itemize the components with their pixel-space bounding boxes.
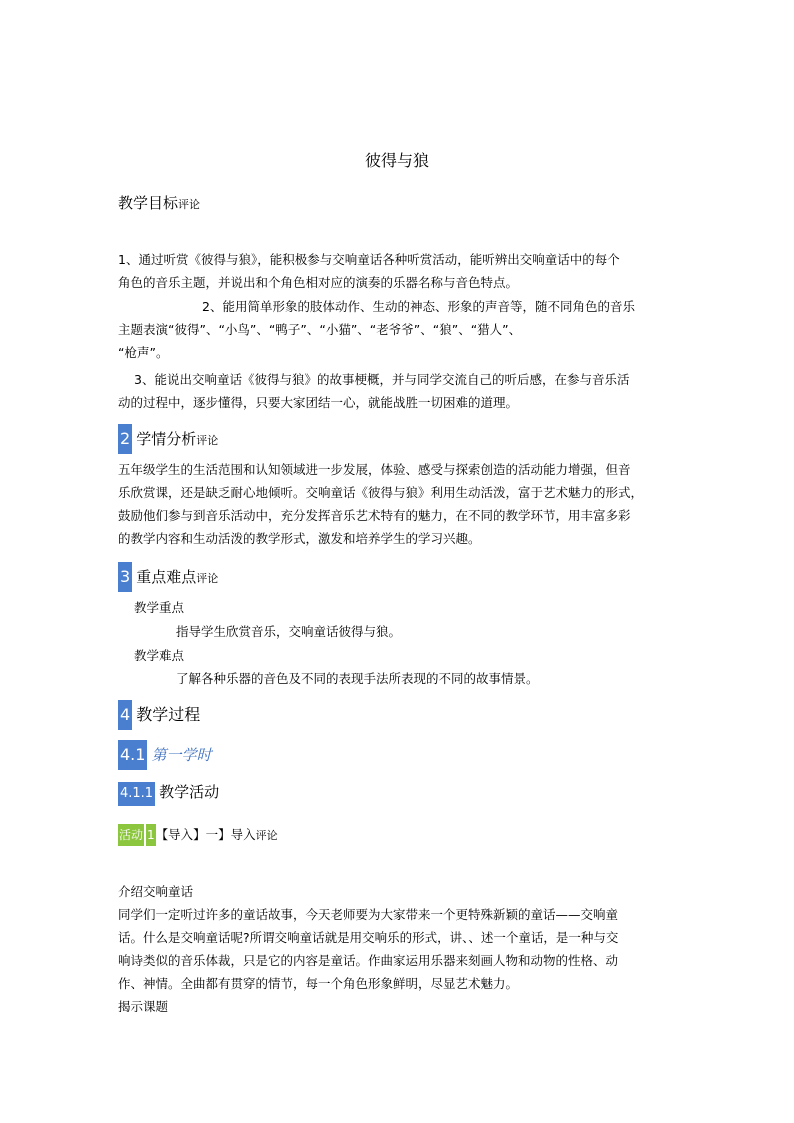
section-2-number: 2 [118,424,132,454]
section-4-1-title: 第一学时 [151,746,212,764]
section-4-title: 教学过程 [136,705,201,724]
intro-line-3: 响诗类似的音乐体裁，只是它的内容是童话。作曲家运用乐器来刻画人物和动物的性格、动 [118,953,619,968]
section-2-line-2: 乐欣赏课，还是缺乏耐心地倾听。交响童话《彼得与狼》利用生动活泼，富于艺术魅力的形式， [118,485,644,500]
intro-line-1: 同学们一定听过许多的童话故事，今天老师要为大家带来一个更特殊新颖的童话——交响童 [118,907,619,922]
key-points-text: 指导学生欣赏音乐，交响童话彼得与狼。 [176,624,402,639]
activity-1-heading [118,824,278,846]
objective-1 [118,248,620,294]
objective-3-line-b: 动的过程中，逐步懂得，只要大家团结一心，就能战胜一切困难的道理。 [118,395,519,410]
intro-line-4: 作、神情。全曲都有贯穿的情节，每一个角色形象鲜明，尽显艺术魅力。 [118,976,519,991]
section-2-line-1: 五年级学生的生活范围和认知领域进一步发展，体验、感受与探索创造的活动能力增强，但音 [118,462,631,477]
section-2-body [118,458,643,550]
activity-title: 【导入】一】导入 [155,827,256,842]
activity-tag: 活动 [118,824,144,846]
intro-body [118,880,618,1018]
objectives-heading-text: 教学目标 [118,194,179,212]
page-title: 彼得与狼 [364,151,429,170]
objectives-heading [118,192,200,213]
section-2-line-3: 鼓励他们参与到音乐活动中，充分发挥音乐艺术特有的魅力，在不同的教学环节，用丰富多彩 [118,508,631,523]
key-points-label: 教学重点 [134,600,185,615]
section-4-1-1-heading [118,781,219,806]
section-4-heading [118,700,200,730]
objective-1-line-b: 角色的音乐主题，并说出和个角色相对应的演奏的乐器名称与音色特点。 [118,275,519,290]
section-3-heading [118,562,218,592]
section-3-title: 重点难点 [136,568,197,586]
difficulties-label: 教学难点 [134,648,185,663]
comment-link[interactable]: 评论 [196,572,219,585]
activity-number: 1 [146,824,156,846]
difficulties-text: 了解各种乐器的音色及不同的表现手法所表现的不同的故事情景。 [176,671,539,686]
section-4-1-heading [118,740,211,770]
section-4-1-1-title: 教学活动 [159,783,220,801]
objective-1-line-a: 1、通过听赏《彼得与狼》，能积极参与交响童话各种听赏活动，能听辨出交响童话中的每个 [118,252,620,267]
intro-heading: 介绍交响童话 [118,884,194,899]
comment-link[interactable]: 评论 [178,198,201,211]
section-4-number: 4 [118,700,132,730]
reveal-topic: 揭示课题 [118,999,169,1014]
objective-2-line-b: 主题表演“彼得”、“小鸟”、“鸭子”、“小猫”、“老爷爷”、“狼”、“猎人”、 [118,322,522,337]
objective-2 [118,295,635,364]
comment-link[interactable]: 评论 [196,434,219,447]
section-2-title: 学情分析 [136,430,197,448]
section-4-1-1-number: 4.1.1 [118,782,155,806]
section-2-heading [118,424,218,454]
objective-2-line-a: 2、能用简单形象的肢体动作、生动的神态、形象的声音等，随不同角色的音乐 [202,299,635,314]
comment-link[interactable]: 评论 [255,829,278,842]
objective-3 [118,368,629,414]
section-2-line-4: 的教学内容和生动活泼的教学形式，激发和培养学生的学习兴趣。 [118,531,481,546]
intro-line-2: 话。什么是交响童话呢?所谓交响童话就是用交响乐的形式，讲、、述一个童话，是一种与交 [118,930,619,945]
section-3-number: 3 [118,562,132,592]
objective-2-line-c: “枪声”。 [118,345,169,360]
objective-3-line-a: 3、能说出交响童话《彼得与狼》的故事梗概，并与同学交流自己的听后感，在参与音乐活 [134,372,630,387]
section-4-1-number: 4.1 [118,740,147,770]
